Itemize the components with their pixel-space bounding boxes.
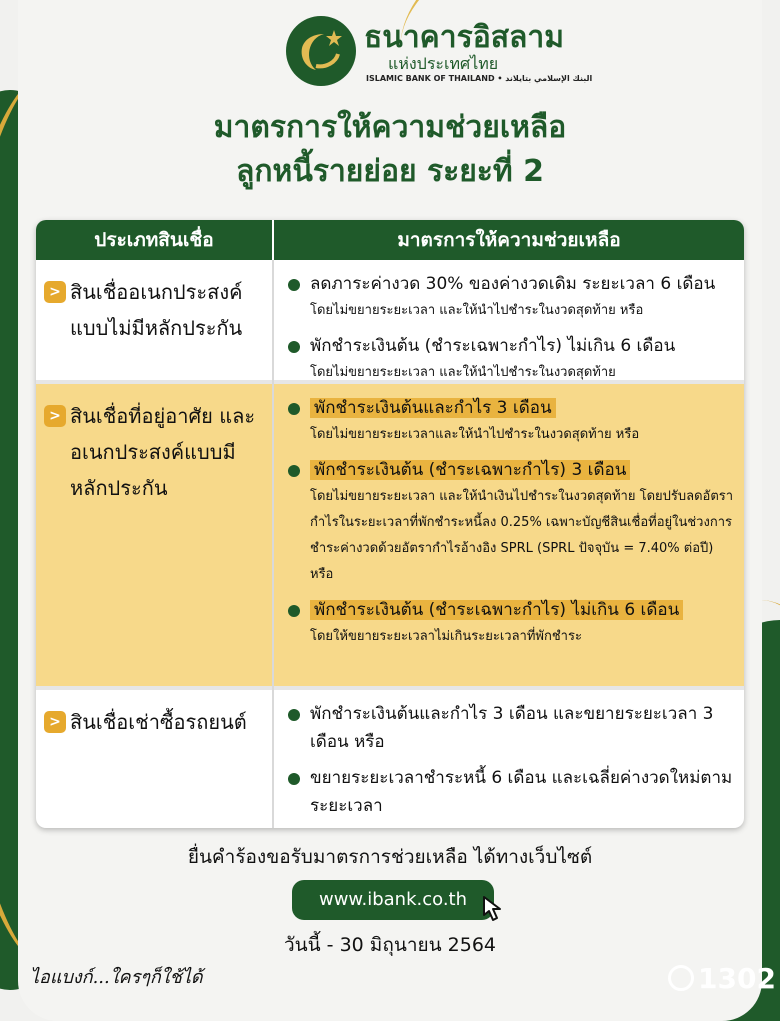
bullet-dot-icon (288, 403, 300, 415)
loan-category: > สินเชื่อที่อยู่อาศัย และอเนกประสงค์แบบมีหลักประกัน (42, 398, 268, 506)
bullet-dot-icon (288, 465, 300, 477)
table-row (36, 690, 744, 828)
measure-detail: โดยไม่ขยายระยะเวลา และให้นำไปชำระในงวดสุดท้าย (310, 365, 616, 380)
cursor-hand-icon (480, 895, 506, 923)
list-item (288, 764, 734, 820)
bank-logo (286, 12, 593, 92)
measure-list (288, 700, 734, 828)
bullet-dot-icon (288, 773, 300, 785)
table-header (36, 220, 744, 260)
chevron-right-icon: > (44, 281, 66, 303)
measure-detail: โดยไม่ขยายระยะเวลา และให้นำไปชำระในงวดสุดท้าย หรือ (310, 303, 644, 318)
measure-head: ขยายระยะเวลาชำระหนี้ 6 เดือน และเฉลี่ยค่างวดใหม่ตามระยะเวลา (310, 768, 733, 816)
bullet-dot-icon (288, 709, 300, 721)
bullet-dot-icon (288, 605, 300, 617)
measure-detail: โดยไม่ขยายระยะเวลาและให้นำไปชำระในงวดสุดท้าย หรือ (310, 427, 640, 442)
list-item (288, 394, 734, 448)
chevron-right-icon: > (44, 405, 66, 427)
phone-icon (668, 965, 694, 991)
measure-head: พักชำระเงินต้นและกำไร 3 เดือน และขยายระยะเวลา 3 เดือน หรือ (310, 704, 714, 752)
measure-head: พักชำระเงินต้น (ชำระเฉพาะกำไร) ไม่เกิน 6 เดือน (310, 600, 683, 620)
table-row-highlighted (36, 384, 744, 686)
measure-list (288, 270, 734, 394)
measure-list (288, 394, 734, 658)
crescent-star-logo-icon (286, 16, 356, 86)
slogan: ไอแบงก์...ใครๆก็ใช้ได้ (30, 967, 203, 988)
bank-name-thai-sub: แห่งประเทศไทย (388, 54, 499, 73)
measure-head: พักชำระเงินต้น (ชำระเฉพาะกำไร) ไม่เกิน 6 เดือน (310, 336, 676, 356)
measure-detail: โดยไม่ขยายระยะเวลา และให้นำเงินไปชำระในงวดสุดท้าย โดยปรับลดอัตรากำไรในระยะเวลาที่พักชำระหนี้ลง 0.25% เฉพาะบัญชีสินเชื่อที่อยู่ในช่วงการชำระค่างวดด้วยอัตรากำไรอ้างอิง SPRL (SPRL ปัจจุบัน = 7.40% ต่อปี) หรือ (310, 489, 734, 582)
list-item (288, 456, 734, 588)
chevron-right-icon: > (44, 711, 66, 733)
measure-detail: โดยให้ขยายระยะเวลาไม่เกินระยะเวลาที่พักชำระ (310, 629, 582, 644)
measure-head: พักชำระเงินต้น (ชำระเฉพาะกำไร) 3 เดือน (310, 460, 630, 480)
measures-table (36, 220, 744, 828)
header-measures: มาตรการให้ความช่วยเหลือ (397, 229, 621, 251)
list-item (288, 270, 734, 324)
campaign-date: วันนี้ - 30 มิถุนายน 2564 (284, 934, 496, 956)
bank-name-thai: ธนาคารอิสลาม (364, 20, 565, 55)
loan-category: > สินเชื่อเช่าซื้อรถยนต์ (42, 704, 268, 740)
table-row (36, 260, 744, 380)
header-loan-type: ประเภทสินเชื่อ (94, 229, 214, 251)
website-button[interactable]: www.ibank.co.th (292, 880, 494, 920)
column-divider (272, 260, 274, 828)
apply-instruction: ยื่นคำร้องขอรับมาตรการช่วยเหลือ ได้ทางเว็บไซต์ (187, 846, 593, 868)
list-item (288, 700, 734, 756)
page-title-line2: ลูกหนี้รายย่อย ระยะที่ 2 (236, 154, 544, 189)
measure-head: ลดภาระค่างวด 30% ของค่างวดเดิม ระยะเวลา 6 เดือน (310, 274, 716, 294)
list-item (288, 596, 734, 650)
page-title-line1: มาตรการให้ความช่วยเหลือ (213, 110, 567, 145)
bank-name-arabic: البنك الإسلامي بتايلاند (505, 74, 593, 83)
bullet-dot-icon (288, 341, 300, 353)
hotline: 1302 (668, 962, 776, 995)
bullet-dot-icon (288, 279, 300, 291)
loan-category: > สินเชื่ออเนกประสงค์แบบไม่มีหลักประกัน (42, 274, 268, 346)
list-item (288, 332, 734, 386)
measure-head: พักชำระเงินต้นและกำไร 3 เดือน (310, 398, 556, 418)
bank-name-english: ISLAMIC BANK OF THAILAND • البنك الإسلامي بتايلاند (366, 74, 593, 83)
